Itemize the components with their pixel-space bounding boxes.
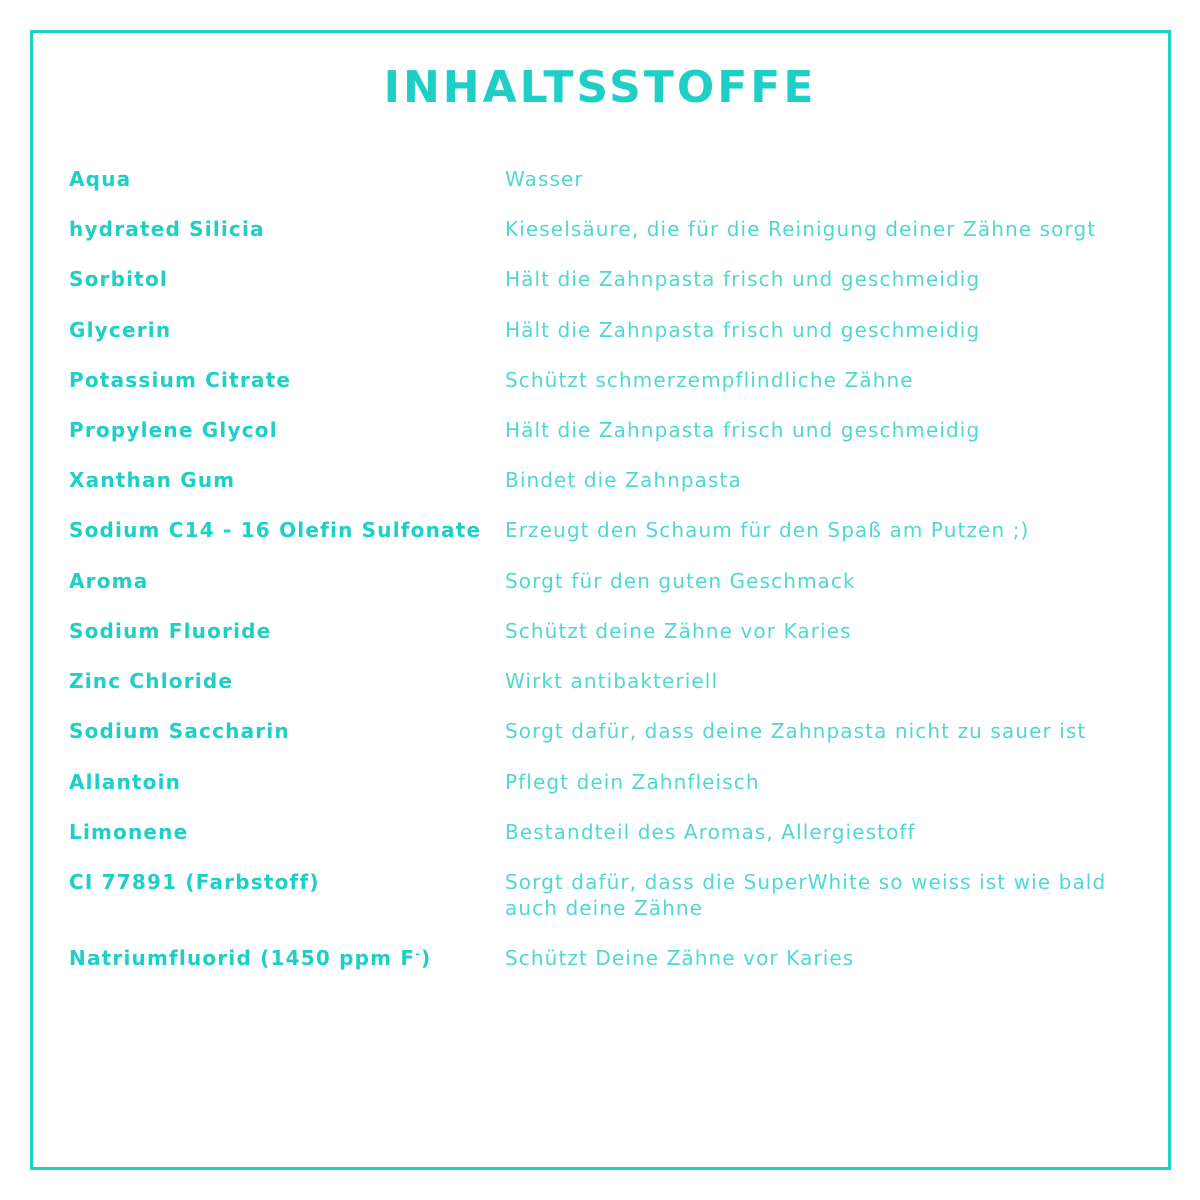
ingredient-name: Limonene [69, 820, 189, 844]
ingredient-name: CI 77891 (Farbstoff) [69, 870, 320, 894]
ingredient-name-superscript: - [415, 947, 421, 961]
ingredient-name: Zinc Chloride [69, 669, 234, 693]
ingredient-description: Sorgt dafür, dass die SuperWhite so weiss ist wie bald auch deine Zähne [505, 870, 1107, 920]
ingredient-description: Pflegt dein Zahnfleisch [505, 770, 760, 794]
ingredient-name: Glycerin [69, 318, 172, 342]
ingredient-name: Xanthan Gum [69, 468, 236, 492]
ingredient-description: Erzeugt den Schaum für den Spaß am Putzen ;) [505, 518, 1030, 542]
ingredient-description: Wasser [505, 167, 584, 191]
ingredient-name: Sodium C14 - 16 Olefin Sulfonate [69, 518, 482, 542]
ingredient-name: hydrated Silicia [69, 217, 265, 241]
ingredient-name [69, 945, 489, 971]
ingredient-description: Sorgt für den guten Geschmack [505, 569, 856, 593]
ingredient-description: Wirkt antibakteriell [505, 669, 719, 693]
ingredient-name: Sodium Saccharin [69, 719, 290, 743]
ingredients-frame [30, 30, 1171, 1170]
ingredient-name: Aroma [69, 569, 149, 593]
ingredient-description: Hält die Zahnpasta frisch und geschmeidig [505, 418, 981, 442]
ingredient-description: Schützt deine Zähne vor Karies [505, 619, 852, 643]
ingredient-description: Schützt Deine Zähne vor Karies [505, 946, 855, 970]
ingredient-description: Schützt schmerzempflindliche Zähne [505, 368, 914, 392]
page-title: INHALTSSTOFFE [383, 62, 817, 113]
ingredient-name: Sorbitol [69, 267, 168, 291]
ingredient-name: Aqua [69, 167, 132, 191]
ingredient-name-main: Natriumfluorid (1450 ppm F [69, 946, 416, 970]
ingredient-description: Bestandteil des Aromas, Allergiestoff [505, 820, 916, 844]
ingredient-name: Potassium Citrate [69, 368, 292, 392]
ingredient-name-end: ) [420, 946, 432, 970]
ingredient-name: Sodium Fluoride [69, 619, 272, 643]
ingredient-description: Bindet die Zahnpasta [505, 468, 742, 492]
ingredient-description: Hält die Zahnpasta frisch und geschmeidig [505, 267, 981, 291]
ingredient-description: Hält die Zahnpasta frisch und geschmeidig [505, 318, 981, 342]
ingredient-name: Propylene Glycol [69, 418, 278, 442]
ingredient-description: Kieselsäure, die für die Reinigung deiner Zähne sorgt [505, 217, 1097, 241]
ingredient-description: Sorgt dafür, dass deine Zahnpasta nicht zu sauer ist [505, 719, 1087, 743]
ingredient-name: Allantoin [69, 770, 182, 794]
